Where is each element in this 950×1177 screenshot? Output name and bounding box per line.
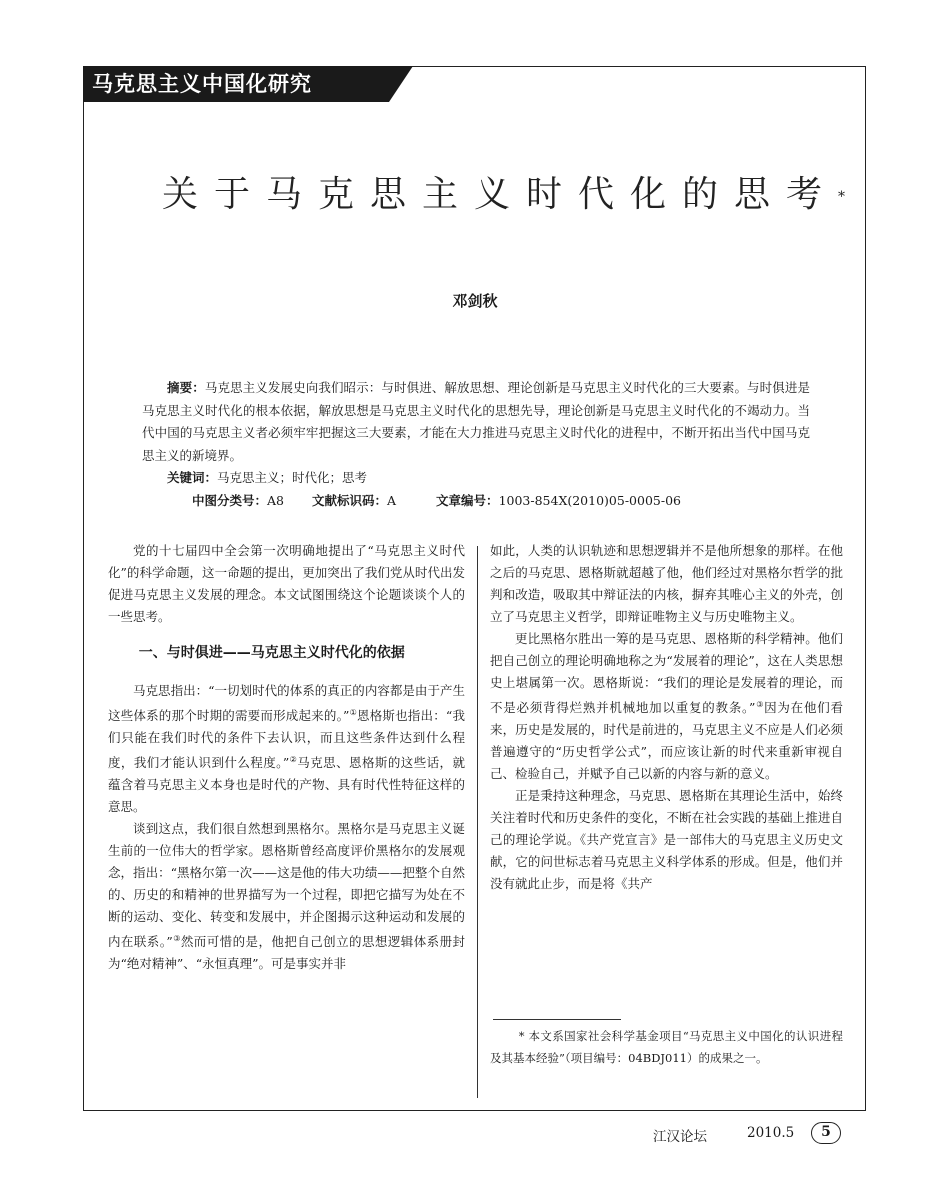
footnote-rule bbox=[493, 1019, 621, 1020]
body-text: 然而可惜的是，他把自己创立的思想逻辑体系册封为“绝对精神”、“永恒真理”。可是事实并非 bbox=[108, 934, 466, 972]
abstract-label: 摘要： bbox=[167, 380, 205, 395]
article-no-label: 文章编号： bbox=[436, 492, 499, 508]
body-paragraph: 如此，人类的认识轨迹和思想逻辑并不是他所想象的那样。在他之后的马克思、恩格斯就超越了他，他们经过对黑格尔哲学的批判和改造，吸取其中辩证法的内核，摒弃其唯心主义的外壳，创立了马克思主义哲学，即辩证唯物主义与历史唯物主义。 bbox=[490, 543, 843, 624]
journal-name: 江汉论坛 bbox=[653, 1129, 707, 1145]
article-title bbox=[162, 172, 846, 218]
section-heading: 一、与时俱进——马克思主义时代化的依据 bbox=[138, 645, 405, 661]
body-paragraph bbox=[108, 680, 465, 818]
reference-mark: ③ bbox=[755, 700, 765, 709]
abstract-text: 马克思主义发展史向我们昭示：与时俱进、解放思想、理论创新是马克思主义时代化的三大要素。与时俱进是马克思主义时代化的根本依据，解放思想是马克思主义时代化的思想先导，理论创新是马克思主义时代化的不竭动力。当代中国的马克思主义者必须牢牢把握这三大要素，才能在大力推进马克思主义时代化的进程中，不断开拓出当代中国马克思主义的新境界。 bbox=[142, 380, 810, 463]
reference-mark: ③ bbox=[172, 934, 181, 944]
body-paragraph: 正是秉持这种理念，马克思、恩格斯在其理论生活中，始终关注着时代和历史条件的变化，不断在社会实践的基础上推进自己的理论学说。《共产党宣言》是一部伟大的马克思主义历史文献，它的问世标志着马克思主义科学体系的形成。但是，他们并没有就此止步，而是将《共产 bbox=[490, 788, 843, 892]
body-text: 马克思、恩格斯的这些话，就蕴含着马克思主义本身也是时代的产物、具有时代性特征这样的意思。 bbox=[108, 755, 465, 815]
clc-label: 中图分类号： bbox=[192, 492, 268, 508]
body-paragraph bbox=[108, 818, 465, 975]
doc-code-value: A bbox=[387, 492, 397, 508]
keywords-label: 关键词： bbox=[167, 470, 218, 485]
abstract-block bbox=[142, 377, 810, 512]
article-no-value: 1003-854X(2010)05-0005-06 bbox=[498, 492, 681, 508]
keywords-line bbox=[142, 467, 810, 490]
author-name: 邓剑秋 bbox=[452, 292, 498, 310]
body-column-right bbox=[490, 540, 843, 895]
body-paragraph: 党的十七届四中全会第一次明确地提出了“马克思主义时代化”的科学命题，这一命题的提出，更加突出了我们党从时代出发促进马克思主义发展的理念。本文试图围绕这个论题谈谈个人的一些思考。 bbox=[108, 543, 465, 624]
doc-code-label: 文献标识码： bbox=[312, 492, 388, 508]
title-footnote-mark: * bbox=[838, 189, 846, 205]
body-text: 因为在他们看来，历史是发展的，时代是前进的，马克思主义不应是人们必须普遍遵守的“历史哲学公式”，而应该让新的时代来重新审视自己、检验自己，并赋予自己以新的内容与新的意义。 bbox=[490, 700, 843, 782]
article-title-text: 关于马克思主义时代化的思考 bbox=[162, 174, 839, 215]
footnote: * 本文系国家社会科学基金项目“马克思主义中国化的认识进程及其基本经验”（项目编号：04BDJ011）的成果之一。 bbox=[490, 1029, 843, 1065]
clc-value: A8 bbox=[267, 492, 284, 508]
body-text: 马克思指出：“一切划时代的体系的真正的内容都是由于产生这些体系的那个时期的需要而形成起来的。” bbox=[108, 683, 465, 724]
body-text: 谈到这点，我们很自然想到黑格尔。黑格尔是马克思主义诞生前的一位伟大的哲学家。恩格斯曾经高度评价黑格尔的发展观念，指出：“黑格尔第一次——这是他的伟大功绩——把整个自然的、历史的和精神的世界描写为一个过程，即把它描写为处在不断的运动、变化、转变和发展中，并企图揭示这种运动和发展的内在联系。” bbox=[108, 821, 465, 950]
column-divider bbox=[477, 546, 478, 1098]
classification-line bbox=[142, 490, 810, 513]
reference-mark: ② bbox=[289, 755, 298, 765]
keywords-text: 马克思主义；时代化；思考 bbox=[217, 470, 368, 485]
body-text: 更比黑格尔胜出一筹的是马克思、恩格斯的科学精神。他们把自己创立的理论明确地称之为“发展着的理论”，这在人类思想史上堪属第一次。恩格斯说：“我们的理论是发展着的理论，而不是必须背得烂熟并机械地加以重复的教条。” bbox=[490, 631, 843, 716]
column-label: 马克思主义中国化研究 bbox=[92, 72, 312, 96]
body-text: 恩格斯也指出：“我们只能在我们时代的条件下去认识，而且这些条件达到什么程度，我们才能认识到什么程度。” bbox=[108, 708, 465, 771]
issue-number: 2010.5 bbox=[747, 1125, 795, 1141]
abstract-paragraph bbox=[142, 377, 810, 467]
body-paragraph bbox=[490, 628, 843, 785]
page-number: 5 bbox=[811, 1122, 841, 1144]
reference-mark: ① bbox=[349, 708, 357, 717]
body-column-left bbox=[108, 540, 465, 975]
